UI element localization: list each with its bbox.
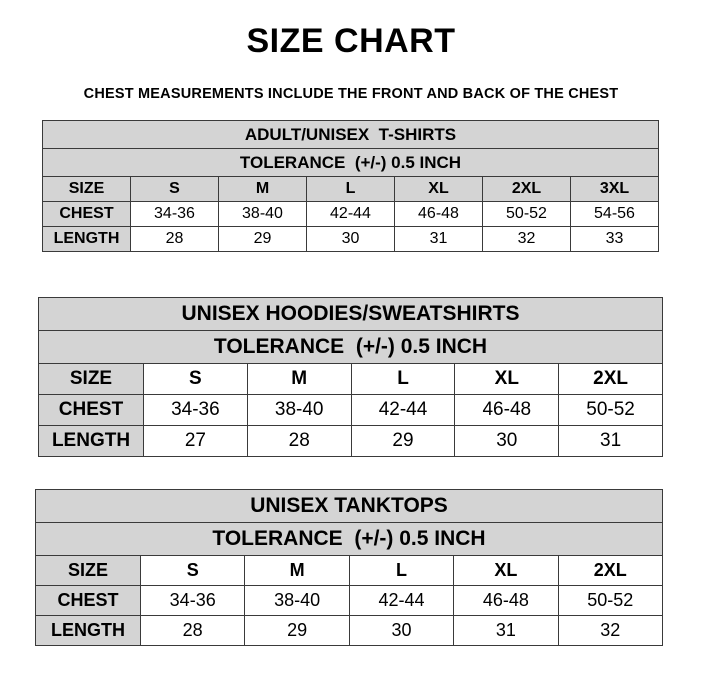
length-cell: 29 (351, 426, 455, 457)
chest-cell: 34-36 (144, 395, 248, 426)
length-row (39, 426, 663, 457)
size-cell: M (245, 556, 349, 586)
length-cell: 31 (559, 426, 663, 457)
length-cell: 31 (395, 227, 483, 252)
size-cell: 2XL (559, 364, 663, 395)
length-cell: 27 (144, 426, 248, 457)
row-label: LENGTH (39, 426, 144, 457)
chest-cell: 46-48 (455, 395, 559, 426)
length-cell: 31 (454, 616, 558, 646)
size-cell: XL (454, 556, 558, 586)
chest-cell: 42-44 (351, 395, 455, 426)
row-label: LENGTH (43, 227, 131, 252)
size-cell: M (247, 364, 351, 395)
chest-cell: 38-40 (247, 395, 351, 426)
table-heading: ADULT/UNISEX T-SHIRTS (43, 121, 659, 149)
table-heading: UNISEX TANKTOPS (36, 490, 663, 523)
length-cell: 28 (131, 227, 219, 252)
row-label: SIZE (36, 556, 141, 586)
length-cell: 30 (307, 227, 395, 252)
length-cell: 30 (455, 426, 559, 457)
length-cell: 29 (245, 616, 349, 646)
chest-row (36, 586, 663, 616)
row-label: CHEST (39, 395, 144, 426)
chest-cell: 38-40 (219, 202, 307, 227)
length-cell: 30 (349, 616, 453, 646)
size-row (39, 364, 663, 395)
row-label: SIZE (39, 364, 144, 395)
chest-cell: 42-44 (307, 202, 395, 227)
size-cell: 2XL (558, 556, 662, 586)
tshirt-size-table (42, 120, 659, 252)
row-label: CHEST (36, 586, 141, 616)
tolerance-note: TOLERANCE (+/-) 0.5 INCH (39, 331, 663, 364)
size-cell: XL (395, 177, 483, 202)
chest-cell: 42-44 (349, 586, 453, 616)
length-cell: 29 (219, 227, 307, 252)
row-label: CHEST (43, 202, 131, 227)
chest-cell: 34-36 (141, 586, 245, 616)
chest-cell: 38-40 (245, 586, 349, 616)
row-label: LENGTH (36, 616, 141, 646)
page-subtitle: CHEST MEASUREMENTS INCLUDE THE FRONT AND BACK OF THE CHEST (83, 86, 619, 102)
chest-row (39, 395, 663, 426)
hoodie-size-table (38, 297, 663, 457)
row-label: SIZE (43, 177, 131, 202)
size-cell: S (141, 556, 245, 586)
size-row (36, 556, 663, 586)
chest-cell: 46-48 (454, 586, 558, 616)
tanktop-size-table (35, 489, 663, 646)
length-cell: 32 (558, 616, 662, 646)
size-cell: M (219, 177, 307, 202)
length-cell: 33 (571, 227, 659, 252)
size-cell: 2XL (483, 177, 571, 202)
length-cell: 28 (247, 426, 351, 457)
size-cell: L (349, 556, 453, 586)
chest-row (43, 202, 659, 227)
chest-cell: 54-56 (571, 202, 659, 227)
size-row (43, 177, 659, 202)
length-cell: 28 (141, 616, 245, 646)
tolerance-note: TOLERANCE (+/-) 0.5 INCH (43, 149, 659, 177)
size-cell: 3XL (571, 177, 659, 202)
chest-cell: 50-52 (558, 586, 662, 616)
size-cell: L (351, 364, 455, 395)
length-row (36, 616, 663, 646)
chest-cell: 46-48 (395, 202, 483, 227)
size-cell: S (131, 177, 219, 202)
size-cell: S (144, 364, 248, 395)
table-heading: UNISEX HOODIES/SWEATSHIRTS (39, 298, 663, 331)
size-cell: L (307, 177, 395, 202)
chest-cell: 50-52 (559, 395, 663, 426)
length-cell: 32 (483, 227, 571, 252)
size-cell: XL (455, 364, 559, 395)
length-row (43, 227, 659, 252)
chest-cell: 34-36 (131, 202, 219, 227)
tolerance-note: TOLERANCE (+/-) 0.5 INCH (36, 523, 663, 556)
chest-cell: 50-52 (483, 202, 571, 227)
page-title: SIZE CHART (246, 22, 456, 60)
